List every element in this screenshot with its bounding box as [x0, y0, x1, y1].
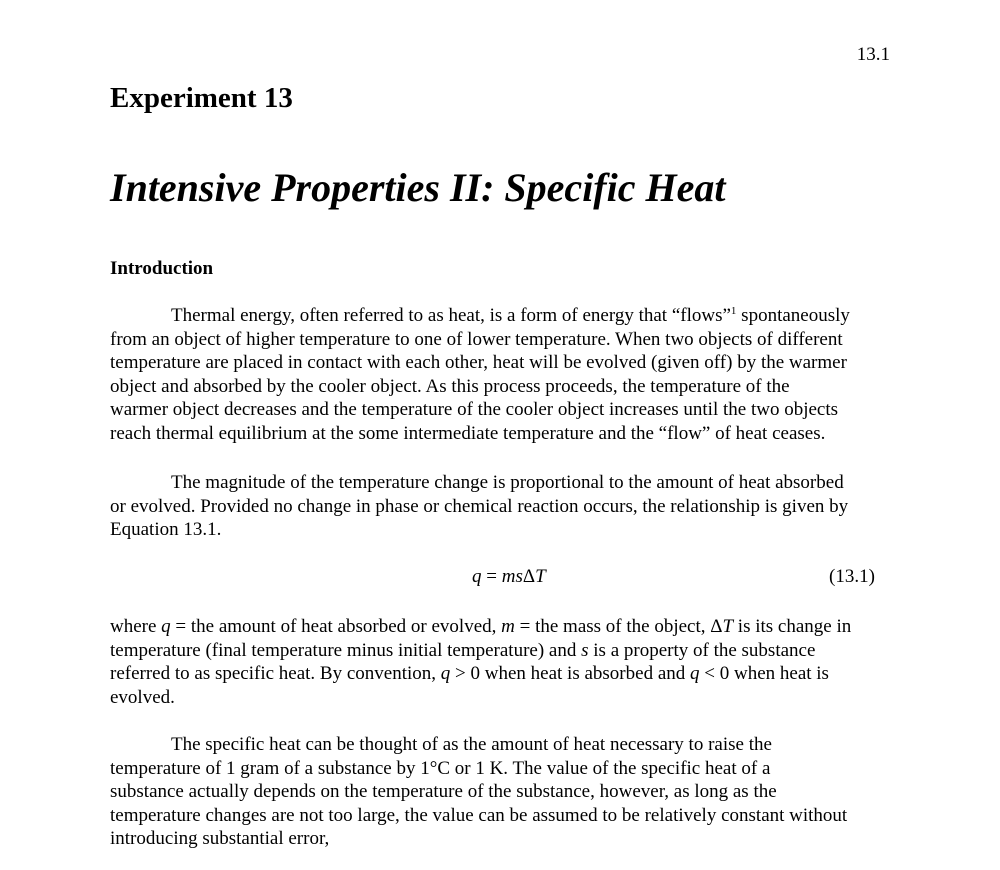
equation-var-ms: ms [501, 566, 523, 587]
paragraph-line: or evolved. Provided no change in phase or chemical reaction occurs, the relationship is given by [110, 495, 849, 517]
paragraph-line [110, 662, 900, 686]
var-q: q [440, 663, 451, 684]
text-run: > 0 when heat is absorbed and [450, 663, 691, 684]
paragraph-line: substance actually depends on the temperature of the substance, however, as long as the [110, 781, 777, 802]
paragraph-line [110, 639, 900, 663]
footnote-marker[interactable]: 1 [730, 305, 737, 317]
paragraph-thermal-energy [110, 304, 900, 445]
paragraph-line: temperature of 1 gram of a substance by 1°C or 1 K. The value of the specific heat of a [110, 757, 771, 779]
page-number: 13.1 [856, 44, 890, 65]
paragraph-line: warmer object decreases and the temperature of the cooler object increases until the two objects [110, 399, 839, 420]
paragraph-variable-definitions [110, 615, 900, 709]
text-run: is a property of the substance [588, 639, 816, 661]
text-run: = the amount of heat absorbed or evolved, [170, 616, 502, 637]
text-run: < 0 when heat is [699, 663, 829, 684]
paragraph-line: Equation 13.1. [110, 519, 222, 540]
equation-13-1 [472, 566, 546, 588]
text-run: spontaneously [736, 305, 850, 326]
paragraph-line: introducing substantial error, [110, 828, 330, 849]
paragraph-line: from an object of higher temperature to one of lower temperature. When two objects of different [110, 328, 843, 350]
paragraph-line: object and absorbed by the cooler object. As this process proceeds, the temperature of the [110, 375, 790, 397]
text-run: = the mass of the object, Δ [514, 616, 723, 637]
equation-var-q: q [472, 566, 482, 587]
paragraph-line: The specific heat can be thought of as the amount of heat necessary to raise the [171, 734, 772, 755]
var-q: q [161, 616, 171, 637]
paragraph-line [110, 304, 900, 328]
page-title: Intensive Properties II: Specific Heat [110, 165, 726, 210]
paragraph-line: The magnitude of the temperature change is proportional to the amount of heat absorbed [171, 472, 844, 493]
paragraph-line [110, 615, 900, 639]
equation-var-t: T [535, 566, 546, 587]
text-run: temperature (final temperature minus initial temperature) and [110, 639, 582, 661]
var-t: T [722, 616, 734, 637]
var-m: m [501, 616, 515, 637]
experiment-heading: Experiment 13 [110, 82, 293, 114]
paragraph-line: reach thermal equilibrium at the some intermediate temperature and the “flow” of heat ceases. [110, 422, 826, 444]
text-run: referred to as specific heat. By convention, [110, 663, 441, 684]
paragraph-line: temperature are placed in contact with each other, heat will be evolved (given off) by the warmer [110, 352, 847, 373]
paragraph-specific-heat [110, 733, 900, 851]
text-run: is its change in [733, 616, 852, 637]
paragraph-line: temperature changes are not too large, the value can be assumed to be relatively constant without [110, 804, 848, 826]
introduction-heading: Introduction [110, 258, 214, 279]
equation-number: (13.1) [829, 566, 875, 587]
var-q: q [690, 663, 700, 684]
text-run: Thermal energy, often referred to as heat, is a form of energy that “flows” [171, 305, 731, 326]
equation-delta: Δ [522, 566, 536, 587]
text-run: where [110, 616, 162, 637]
equation-equals: = [481, 566, 502, 587]
paragraph-line: evolved. [110, 686, 175, 708]
var-s: s [581, 639, 589, 661]
paragraph-temperature-change [110, 471, 900, 542]
